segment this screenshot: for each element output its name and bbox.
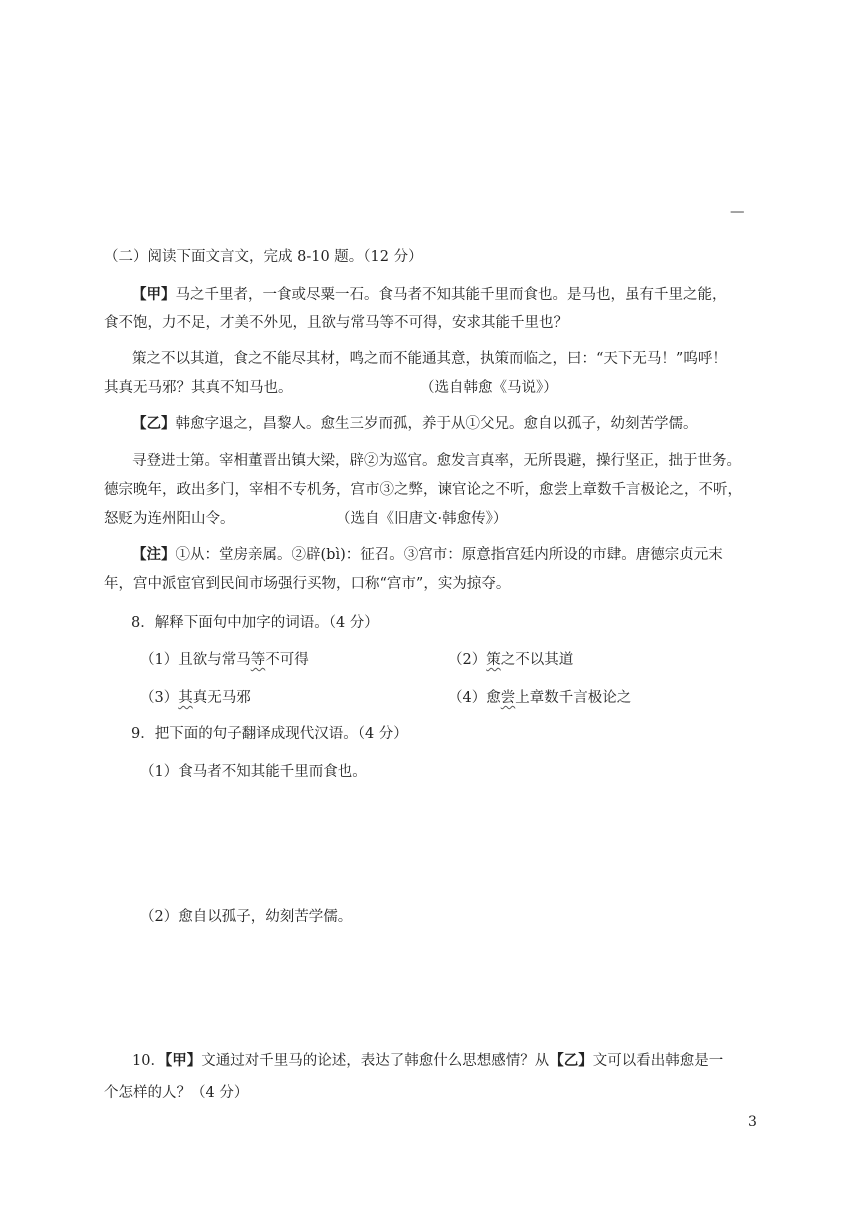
passage-yi-text: 韩愈字退之，昌黎人。愈生三岁而孤，养于从①父兄。愈自以孤子，幼刻苦学儒。: [175, 416, 698, 432]
passage-jia-tag: 【甲】: [132, 286, 176, 303]
q8-item-2: [448, 648, 573, 669]
q8-item-1-mark: 等: [250, 652, 266, 668]
passage-jia-line1: [104, 283, 792, 304]
q8-title: 8．解释下面句中加字的词语。（4 分）: [131, 615, 379, 631]
passage-yi-source: （选自《旧唐文·韩愈传》）: [336, 511, 508, 527]
q8-item-3-pre: （3）: [140, 690, 179, 706]
notes-text: ①从：堂房亲属。②辟(bì)：征召。③宫市：原意指宫廷内所设的市肆。唐德宗贞元末: [175, 547, 723, 563]
q10-text2: 文可以看出韩愈是一: [592, 1053, 724, 1069]
passage-jia-source: （选自韩愈《马说》）: [420, 380, 558, 396]
q8-item-3-post: 真无马邪: [192, 690, 251, 706]
passage-jia-line2: 食不饱，力不足，才美不外见，且欲与常马等不可得，安求其能千里也？: [104, 315, 568, 331]
q10-number: 10．: [132, 1053, 165, 1069]
q8-item-2-post: 之不以其道: [500, 652, 574, 668]
q9-item-1: （1）食马者不知其能千里而食也。: [140, 764, 367, 780]
notes-tag: 【注】: [132, 546, 176, 563]
q10-text1: 文通过对千里马的论述，表达了韩愈什么思想感情？从: [201, 1053, 550, 1069]
q10-line1: [104, 1049, 792, 1070]
q8-item-3-mark: 其: [178, 690, 193, 706]
q8-item-4-mark: 尝: [500, 690, 516, 706]
q10-line2: 个怎样的人？（4 分）: [104, 1085, 249, 1101]
q8-item-1-pre: （1）且欲与常马: [140, 652, 251, 668]
q8-item-4-pre: （4）愈: [448, 690, 501, 706]
passage-yi-tag: 【乙】: [132, 415, 176, 432]
q8-item-1-post: 不可得: [265, 652, 309, 668]
notes-line2: 年，宫中派宦官到民间市场强行买物，口称“宫市”，实为掠夺。: [104, 576, 511, 592]
q8-item-4: [448, 686, 631, 707]
q8-item-4-post: 上章数千言极论之: [515, 690, 632, 706]
passage-yi-p2-line3: 怒贬为连州阳山令。: [104, 511, 235, 527]
passage-jia-p2-line2: 其真无马邪？其真不知马也。: [104, 380, 293, 396]
notes-line1: [104, 543, 792, 564]
q8-item-1: [140, 648, 309, 669]
q8-item-2-pre: （2）: [448, 652, 487, 668]
q8-item-3: [140, 686, 251, 707]
header-dash: —: [730, 204, 745, 220]
section-title: （二）阅读下面文言文，完成 8-10 题。（12 分）: [104, 249, 423, 265]
q10-tag-yi: 【乙】: [549, 1052, 593, 1069]
page-number: 3: [748, 1114, 757, 1130]
passage-jia-p2-line1: 策之不以其道，食之不能尽其材，鸣之而不能通其意，执策而临之，曰：“天下无马！”呜呼！: [132, 351, 727, 367]
q9-item-2: （2）愈自以孤子，幼刻苦学儒。: [140, 909, 353, 925]
q9-title: 9．把下面的句子翻译成现代汉语。（4 分）: [131, 726, 408, 742]
passage-yi-line1: [104, 412, 792, 433]
passage-jia-text: 马之千里者，一食或尽粟一石。食马者不知其能千里而食也。是马也，虽有千里之能，: [175, 287, 727, 303]
passage-yi-p2-line2: 德宗晚年，政出多门，宰相不专机务，宫市③之弊，谏官论之不听，愈尝上章数千言极论之，不听，: [104, 482, 742, 498]
q10-tag-jia: 【甲】: [164, 1052, 202, 1069]
q8-item-2-mark: 策: [486, 652, 501, 668]
passage-yi-p2-line1: 寻登进士第。宰相董晋出镇大梁，辟②为巡官。愈发言真率，无所畏避，操行坚正，拙于世务。: [132, 453, 741, 469]
